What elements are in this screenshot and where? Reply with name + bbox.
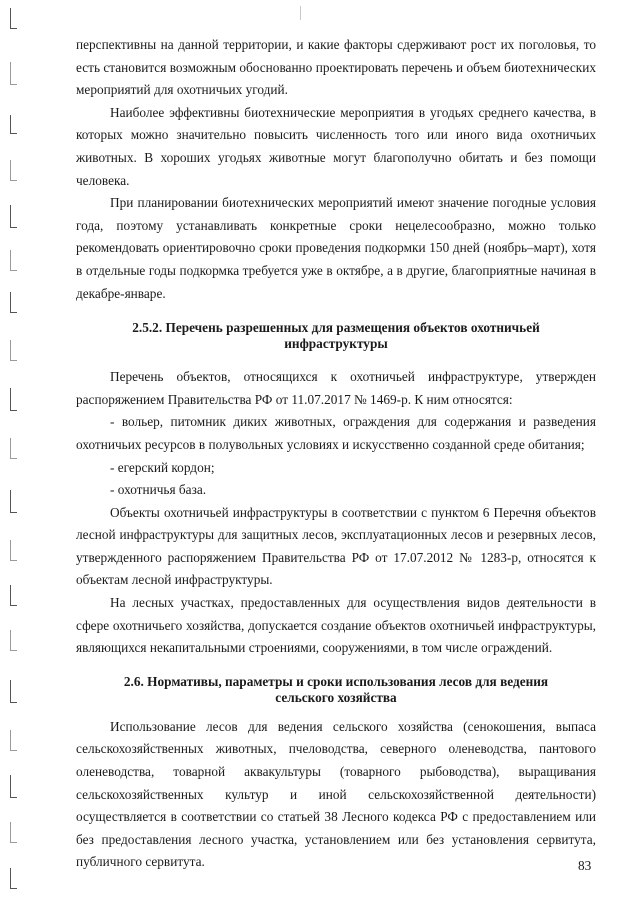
paragraph: Использование лесов для ведения сельского хозяйства (сенокошения, выпаса сельскохозяйственных животных, пчеловодства, северного оленеводства, пантового оленеводства, товарной аквакультуры (товарного рыбоводства), выращивания сельскохозяйственных культур и иной сельскохозяйственной деятельности) осуществляется в соответствии со статьей 38 Лесного кодекса РФ с предоставлением или без предоставления лесного участка, установлением или без установления сервитута, публичного сервитута. [76,718,596,870]
binding-mark [10,8,17,29]
paragraph: Перечень объектов, относящихся к охотничьей инфраструктуре, утвержден распоряжением Правительства РФ от 11.07.2017 № 1469-р. К ним относятся: [76,369,596,407]
binding-mark [10,340,17,361]
scan-mark [300,6,301,20]
list-item: - вольер, питомник диких животных, ограждения для содержания и разведения охотничьих ресурсов в полувольных условиях и искусственно созданной среде обитания; [76,414,596,452]
binding-mark [10,160,17,181]
binding-mark [10,775,17,798]
binding-mark [10,490,17,513]
binding-mark [10,730,17,751]
section-heading: 2.6. Нормативы, параметры и сроки использования лесов для ведения сельского хозяйства [123,673,549,705]
binding-mark [10,822,17,843]
binding-mark [10,680,17,703]
list-item: - егерский кордон; [110,459,215,475]
binding-mark [10,868,17,889]
binding-mark [10,630,17,651]
binding-mark [10,205,17,228]
binding-mark [10,585,17,606]
paragraph: На лесных участках, предоставленных для осуществления видов деятельности в сфере охотничьего хозяйства, допускается создание объектов охотничьей инфраструктуры, являющихся некапитальными строениями, сооружениями, в том числе ограждений. [76,595,596,656]
paragraph: перспективны на данной территории, и какие факторы сдерживают рост их поголовья, то есть становится возможным обоснованно проектировать перечень и объем биотехнических мероприятий для охотничьих угодий. [76,37,596,98]
section-heading: 2.5.2. Перечень разрешенных для размещения объектов охотничьей инфраструктуры [132,320,540,352]
list-item: - охотничья база. [110,482,207,498]
binding-mark [10,388,17,411]
binding-mark [10,438,17,459]
page-number: 83 [578,858,592,873]
binding-marks [0,0,30,905]
binding-mark [10,250,17,271]
binding-mark [10,62,17,85]
binding-mark [10,292,17,313]
binding-mark [10,540,17,561]
page-body [76,34,596,874]
paragraph: Наиболее эффективны биотехнические мероприятия в угодьях среднего качества, в которых можно значительно повысить численность того или иного вида охотничьих животных. В хороших угодьях животные могут благополучно обитать и без помощи человека. [76,104,596,188]
paragraph: При планировании биотехнических мероприятий имеют значение погодные условия года, поэтому устанавливать конкретные сроки нецелесообразно, можно только рекомендовать ориентировочно сроки проведения подкормки 150 дней (ноябрь–март), хотя в отдельные годы подкормка требуется уже в октябре, а в другие, благоприятные начиная в декабре-январе. [76,195,596,301]
binding-mark [10,115,17,134]
paragraph: Объекты охотничьей инфраструктуры в соответствии с пунктом 6 Перечня объектов лесной инфраструктуры для защитных лесов, эксплуатационных лесов и резервных лесов, утвержденного распоряжением Правительства РФ от 17.07.2012 № 1283-р, относятся к объектам лесной инфраструктуры. [76,504,596,588]
